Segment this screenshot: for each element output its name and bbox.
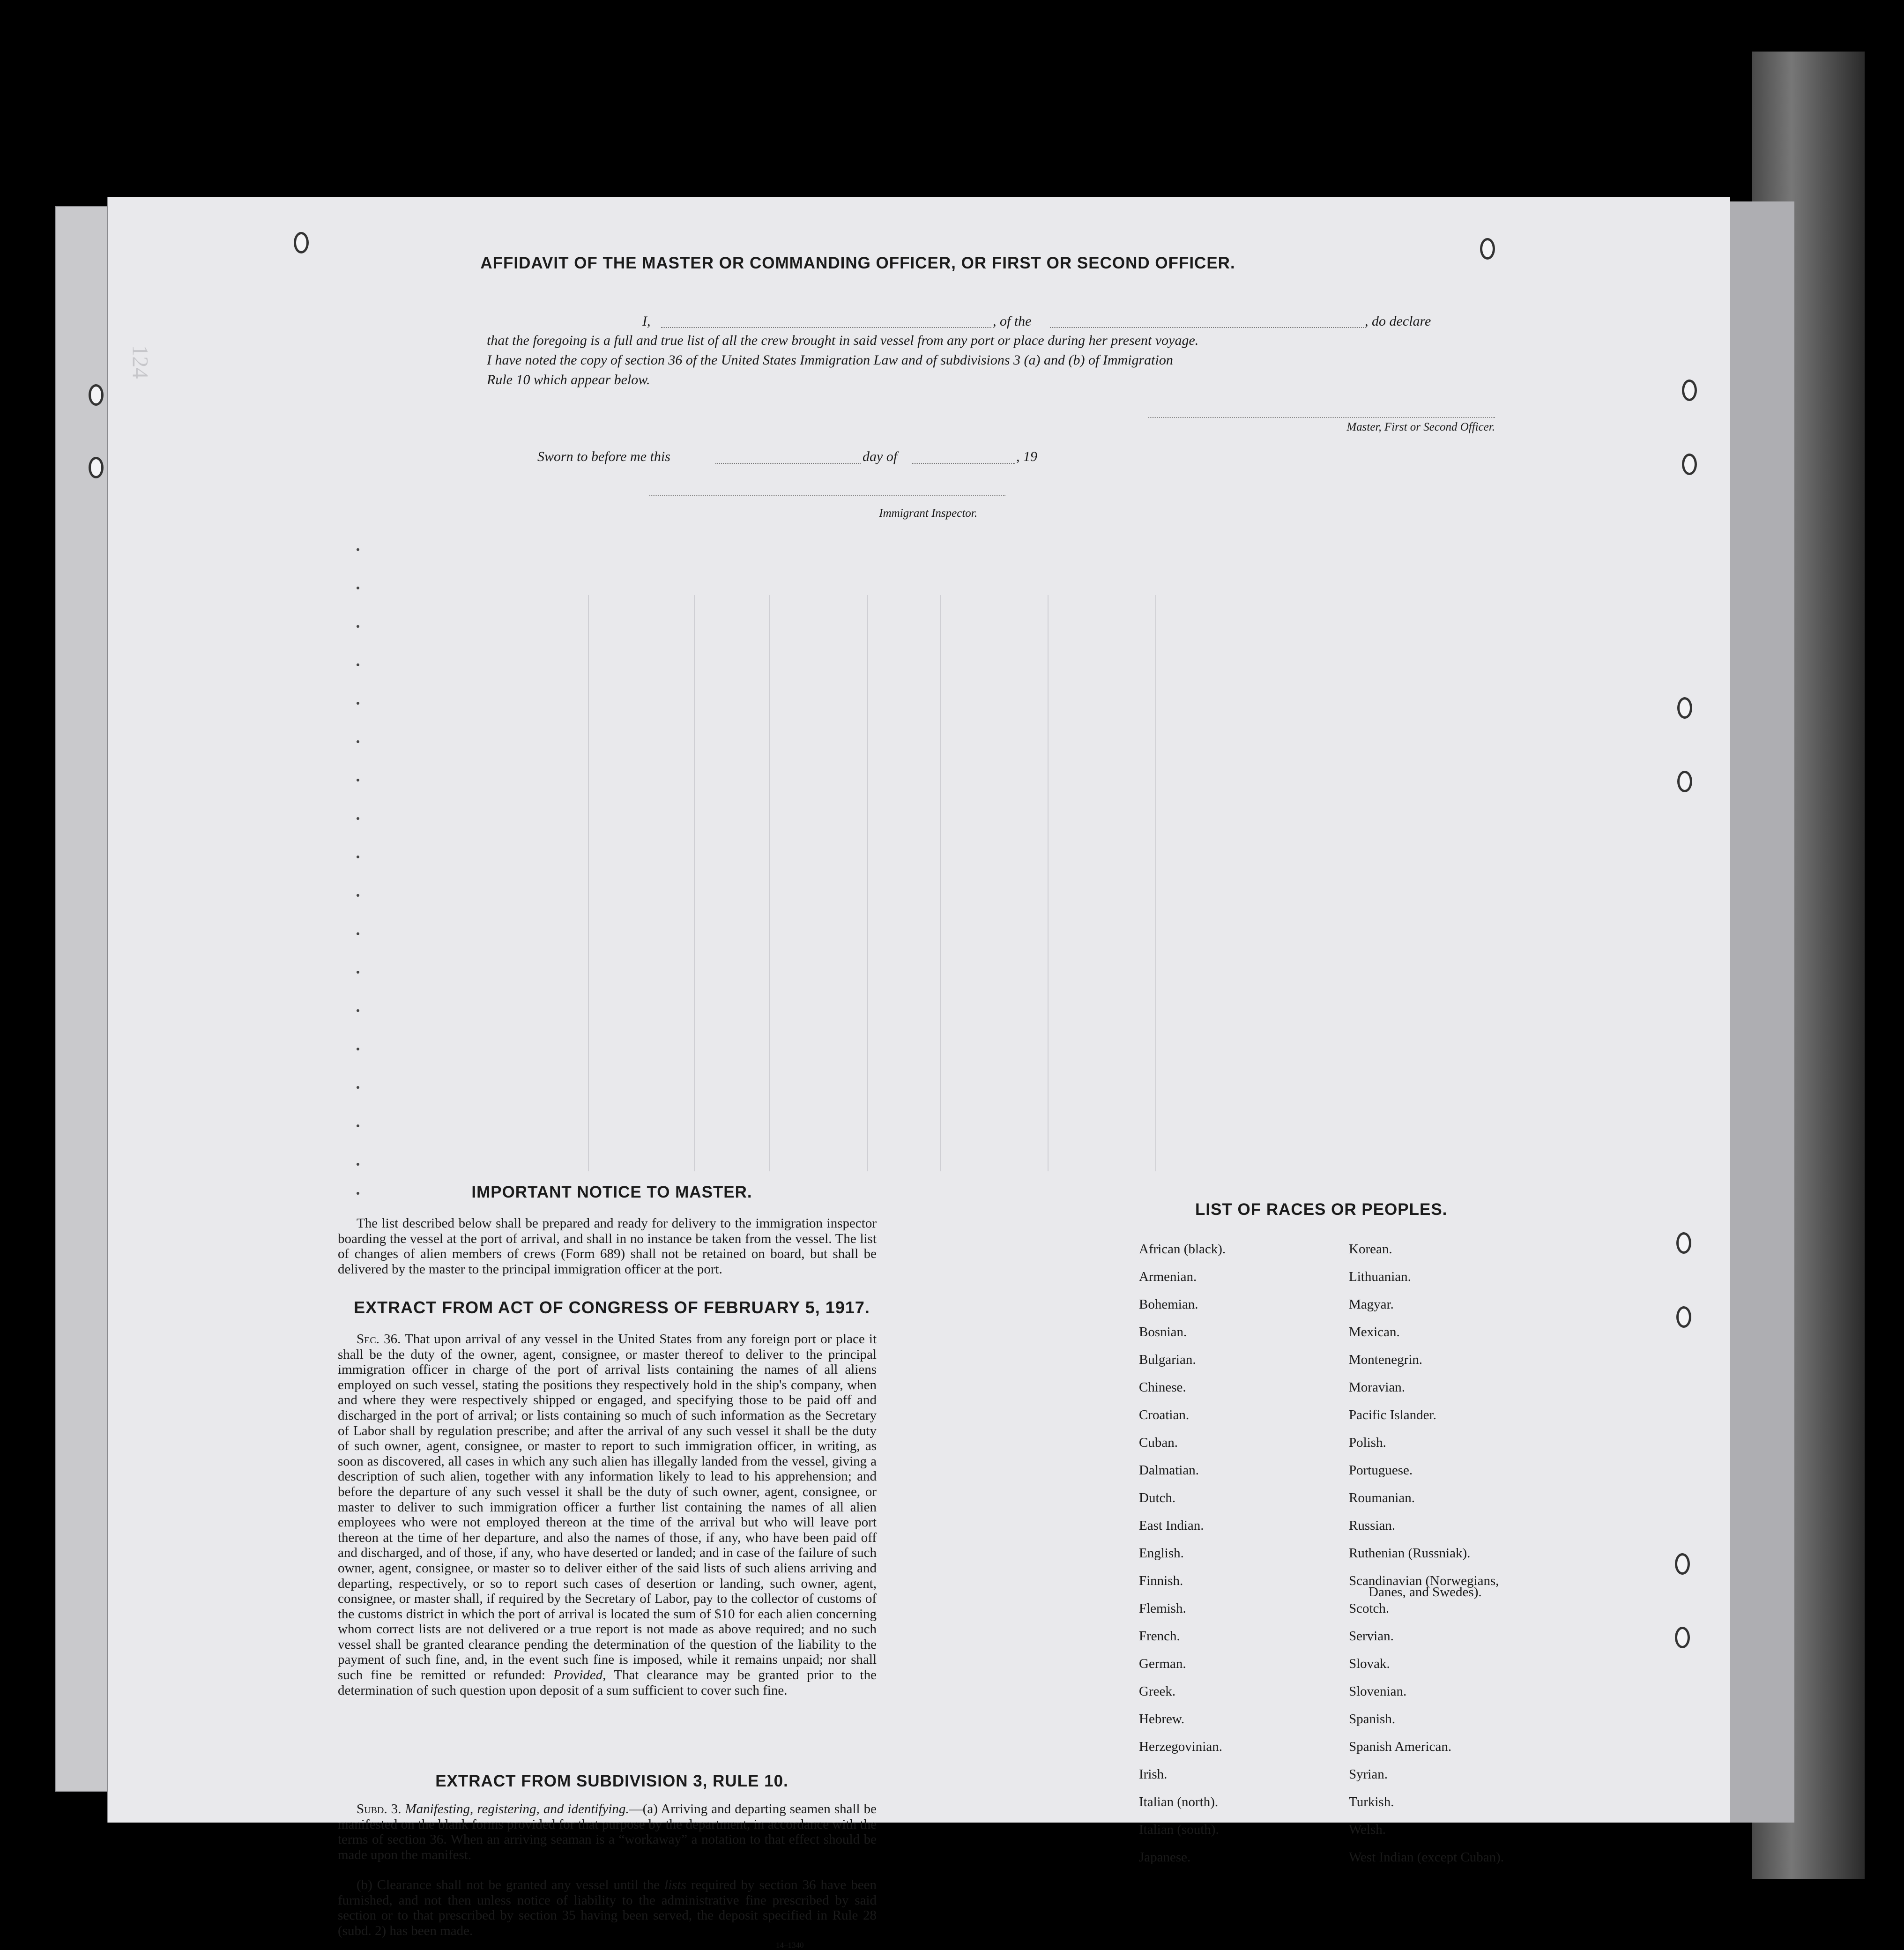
row-dot <box>357 548 359 551</box>
race-item: Hebrew. <box>1139 1712 1185 1727</box>
race-item: Roumanian. <box>1349 1490 1415 1505</box>
affidavit-line3: I have noted the copy of section 36 of the United States Immigration Law and of subdivisions 3 (a) and (b) of Immigration <box>487 352 1173 368</box>
races-title: LIST OF RACES OR PEOPLES. <box>1195 1200 1448 1219</box>
section-36-label: Sec. 36. <box>357 1332 401 1347</box>
race-item: French. <box>1139 1629 1180 1644</box>
margin-mark: 124 <box>127 345 153 379</box>
act-extract-title: EXTRACT FROM ACT OF CONGRESS OF FEBRUARY 5, 1917. <box>354 1298 870 1317</box>
subdivision-heading: Manifesting, registering, and identifying. <box>405 1801 629 1816</box>
notice-title: IMPORTANT NOTICE TO MASTER. <box>471 1183 752 1201</box>
race-item: Turkish. <box>1349 1794 1394 1809</box>
punch-hole <box>1675 1627 1690 1648</box>
row-dot <box>357 894 359 897</box>
race-item: German. <box>1139 1656 1186 1671</box>
punch-hole <box>294 232 309 253</box>
race-item: Finnish. <box>1139 1573 1183 1588</box>
column-guide <box>588 595 589 1171</box>
race-item: Welsh. <box>1349 1822 1386 1837</box>
race-item: Italian (south). <box>1139 1822 1219 1837</box>
race-item: Bosnian. <box>1139 1325 1187 1340</box>
race-item: Croatian. <box>1139 1407 1190 1422</box>
race-item: Korean. <box>1349 1242 1392 1257</box>
master-name-field[interactable] <box>661 313 991 328</box>
affidavit-of-the-label: , of the <box>993 313 1032 329</box>
sworn-year: , 19 <box>1016 449 1037 464</box>
row-dot <box>357 740 359 743</box>
row-dot <box>357 932 359 935</box>
section-36-text-end: That clearance may be granted prior to the determination of such question upon deposit of a sum sufficient to cover such fine. <box>338 1667 877 1698</box>
races-right-column <box>1349 1241 1504 1876</box>
sworn-day-field[interactable] <box>715 449 861 464</box>
punch-hole <box>1677 697 1692 719</box>
subdivision-para-a: —(a) Arriving and departing seamen shall be manifested on the blank forms provided for that purpose by the department, in accordance with the terms of section 36. When an arriving seaman is a “workaway” a notation to that effect should be made upon the manifest. <box>338 1801 877 1862</box>
column-guide <box>769 595 770 1171</box>
race-item: Servian. <box>1349 1629 1394 1644</box>
column-guide <box>1155 595 1156 1171</box>
race-item: Scandinavian (Norwegians, <box>1349 1573 1499 1588</box>
vessel-name-field[interactable] <box>1050 313 1364 328</box>
document-page <box>107 197 1730 1950</box>
underlying-page-strip <box>1729 201 1794 1823</box>
race-scandinavian-continued: Danes, and Swedes). <box>1368 1585 1482 1600</box>
column-guide <box>1048 595 1049 1171</box>
race-item: Italian (north). <box>1139 1794 1219 1809</box>
race-item: Russian. <box>1349 1518 1396 1533</box>
rule-extract-title: EXTRACT FROM SUBDIVISION 3, RULE 10. <box>435 1772 788 1790</box>
punch-hole <box>1675 1553 1690 1575</box>
para-b-prefix: (b) Clearance shall not be granted any vessel until the <box>357 1877 660 1892</box>
sworn-prefix: Sworn to before me this <box>537 449 670 464</box>
race-item: Syrian. <box>1349 1767 1388 1782</box>
row-dot <box>357 1086 359 1089</box>
affidavit-title: AFFIDAVIT OF THE MASTER OR COMMANDING OFFICER, OR FIRST OR SECOND OFFICER. <box>480 254 1235 272</box>
race-item: Japanese. <box>1139 1850 1191 1865</box>
form-number: 14–1340 <box>776 1941 804 1950</box>
row-dot <box>357 1009 359 1012</box>
para-b-lists: lists <box>664 1877 686 1892</box>
punch-hole <box>89 457 104 478</box>
race-item: Montenegrin. <box>1349 1352 1423 1367</box>
act-extract-body <box>338 1332 877 1698</box>
race-item: Greek. <box>1139 1684 1176 1699</box>
row-dot <box>357 971 359 974</box>
race-item: African (black). <box>1139 1242 1226 1257</box>
race-item: Bulgarian. <box>1139 1352 1196 1367</box>
race-item: Pacific Islander. <box>1349 1407 1436 1422</box>
race-item: Bohemian. <box>1139 1297 1198 1312</box>
row-dot <box>357 779 359 781</box>
race-item: Spanish. <box>1349 1712 1396 1727</box>
affidavit-i-label: I, <box>642 313 651 329</box>
row-dot <box>357 1163 359 1166</box>
section-36-text: That upon arrival of any vessel in the United States from any foreign port or place it shall be the duty of the owner, agent, consignee, or master thereof to deliver to the principal immigration officer in charge of the port of arrival lists containing the names of all aliens employed on such vessel, stating the positions they respectively hold in the ship's company, when and where they were respectively shipped or engaged, and specifying those to be paid off and discharged in the port of arrival; or lists containing so much of such information as the Secretary of Labor shall by regulation prescribe; and after the arrival of any such vessel it shall be the duty of such owner, agent, consignee, or master to report to such immigration officer, in writing, as soon as discovered, all cases in which any such alien has illegally landed from the vessel, giving a description of such alien, together with any information likely to lead to his apprehension; and before the departure of any such vessel it shall be the duty of such owner, agent, consignee, or master to deliver to such immigration officer a further list containing the names of all alien employees who were not employed thereon at the time of the arrival but who will leave port thereon at the time of her departure, and also the names of those, if any, who have been paid off and discharged, and of those, if any, who have deserted or landed; and in case of the failure of such owner, agent, consignee, or master so to deliver either of the said lists of such aliens arriving and departing, respectively, or so to report such cases of desertion or landing, such owner, agent, consignee, or master shall, if required by the Secretary of Labor, pay to the collector of customs of the customs district in which the port of arrival is located the sum of $10 for each alien concerning whom correct lists are not delivered or a true report is not made as above required; and no such vessel shall be granted clearance pending the determination of the question of the liability to the payment of such fine, and, in the event such fine is imposed, while it remains unpaid; nor shall such fine be remitted or refunded: <box>338 1332 877 1683</box>
column-guide <box>940 595 941 1171</box>
column-guide <box>867 595 868 1171</box>
punch-hole <box>89 384 104 406</box>
rule-extract-para-b <box>338 1877 877 1938</box>
notice-body: The list described below shall be prepared and ready for delivery to the immigration inspector boarding the vessel at the port of arrival, and shall in no instance be taken from the vessel. The list of changes of alien members of crews (Form 689) shall not be retained on board, but shall be delivered by the master to the principal immigration officer at the port. <box>338 1216 877 1277</box>
punch-hole <box>1677 771 1692 792</box>
race-item: Magyar. <box>1349 1297 1394 1312</box>
row-dot <box>357 663 359 666</box>
sworn-day-of: day of <box>863 449 898 464</box>
subdivision-label: Subd. 3. <box>357 1801 402 1816</box>
affidavit-line2: that the foregoing is a full and true list of all the crew brought in said vessel from any port or place during her present voyage. <box>487 333 1199 348</box>
row-dot <box>357 817 359 820</box>
race-item: Scotch. <box>1349 1601 1390 1616</box>
race-item: Irish. <box>1139 1767 1168 1782</box>
row-dot <box>357 587 359 589</box>
race-item: East Indian. <box>1139 1518 1204 1533</box>
race-item: Armenian. <box>1139 1269 1197 1284</box>
race-item: Moravian. <box>1349 1380 1405 1395</box>
race-item: Cuban. <box>1139 1435 1178 1450</box>
race-item: Mexican. <box>1349 1325 1400 1340</box>
master-signature-label: Master, First or Second Officer. <box>1346 421 1495 433</box>
race-item: Ruthenian (Russniak). <box>1349 1546 1471 1561</box>
race-item: Flemish. <box>1139 1601 1186 1616</box>
race-item: Dalmatian. <box>1139 1463 1199 1478</box>
race-item: West Indian (except Cuban). <box>1349 1850 1504 1865</box>
master-signature-line[interactable] <box>1148 417 1495 418</box>
provided-label: Provided, <box>553 1667 606 1683</box>
race-item: Slovenian. <box>1349 1684 1407 1699</box>
race-item: Polish. <box>1349 1435 1386 1450</box>
sworn-line <box>537 449 1053 468</box>
row-dot <box>357 856 359 858</box>
punch-hole <box>1682 380 1697 401</box>
para-b-rest: required by section 36 have been furnished, and not then unless notice of liability to the administrative fine prescribed by said section or to that prescribed by section 35 having been served, the deposit specified in Rule 28 (subd. 2) has been made. <box>338 1877 877 1938</box>
punch-hole <box>1682 454 1697 475</box>
punch-hole <box>1676 1306 1691 1328</box>
row-dot <box>357 1048 359 1050</box>
race-item: Herzegovinian. <box>1139 1739 1222 1754</box>
race-item: Chinese. <box>1139 1380 1186 1395</box>
affidavit-line4: Rule 10 which appear below. <box>487 372 650 387</box>
column-guide <box>694 595 695 1171</box>
race-item: English. <box>1139 1546 1184 1561</box>
sworn-month-field[interactable] <box>912 449 1015 464</box>
affidavit-do-declare-label: , do declare <box>1365 313 1431 329</box>
race-item: Spanish American. <box>1349 1739 1452 1754</box>
races-left-column <box>1139 1241 1226 1876</box>
inspector-signature-label: Immigrant Inspector. <box>879 507 977 520</box>
row-dot <box>357 1124 359 1127</box>
punch-hole <box>1676 1232 1691 1254</box>
race-item: Slovak. <box>1349 1656 1390 1671</box>
row-dot <box>357 625 359 628</box>
race-item: Dutch. <box>1139 1490 1176 1505</box>
inspector-signature-line[interactable] <box>649 495 1005 496</box>
rule-extract-para-a <box>338 1801 877 1862</box>
race-item: Lithuanian. <box>1349 1269 1411 1284</box>
row-dot <box>357 702 359 705</box>
race-item: Portuguese. <box>1349 1463 1413 1478</box>
